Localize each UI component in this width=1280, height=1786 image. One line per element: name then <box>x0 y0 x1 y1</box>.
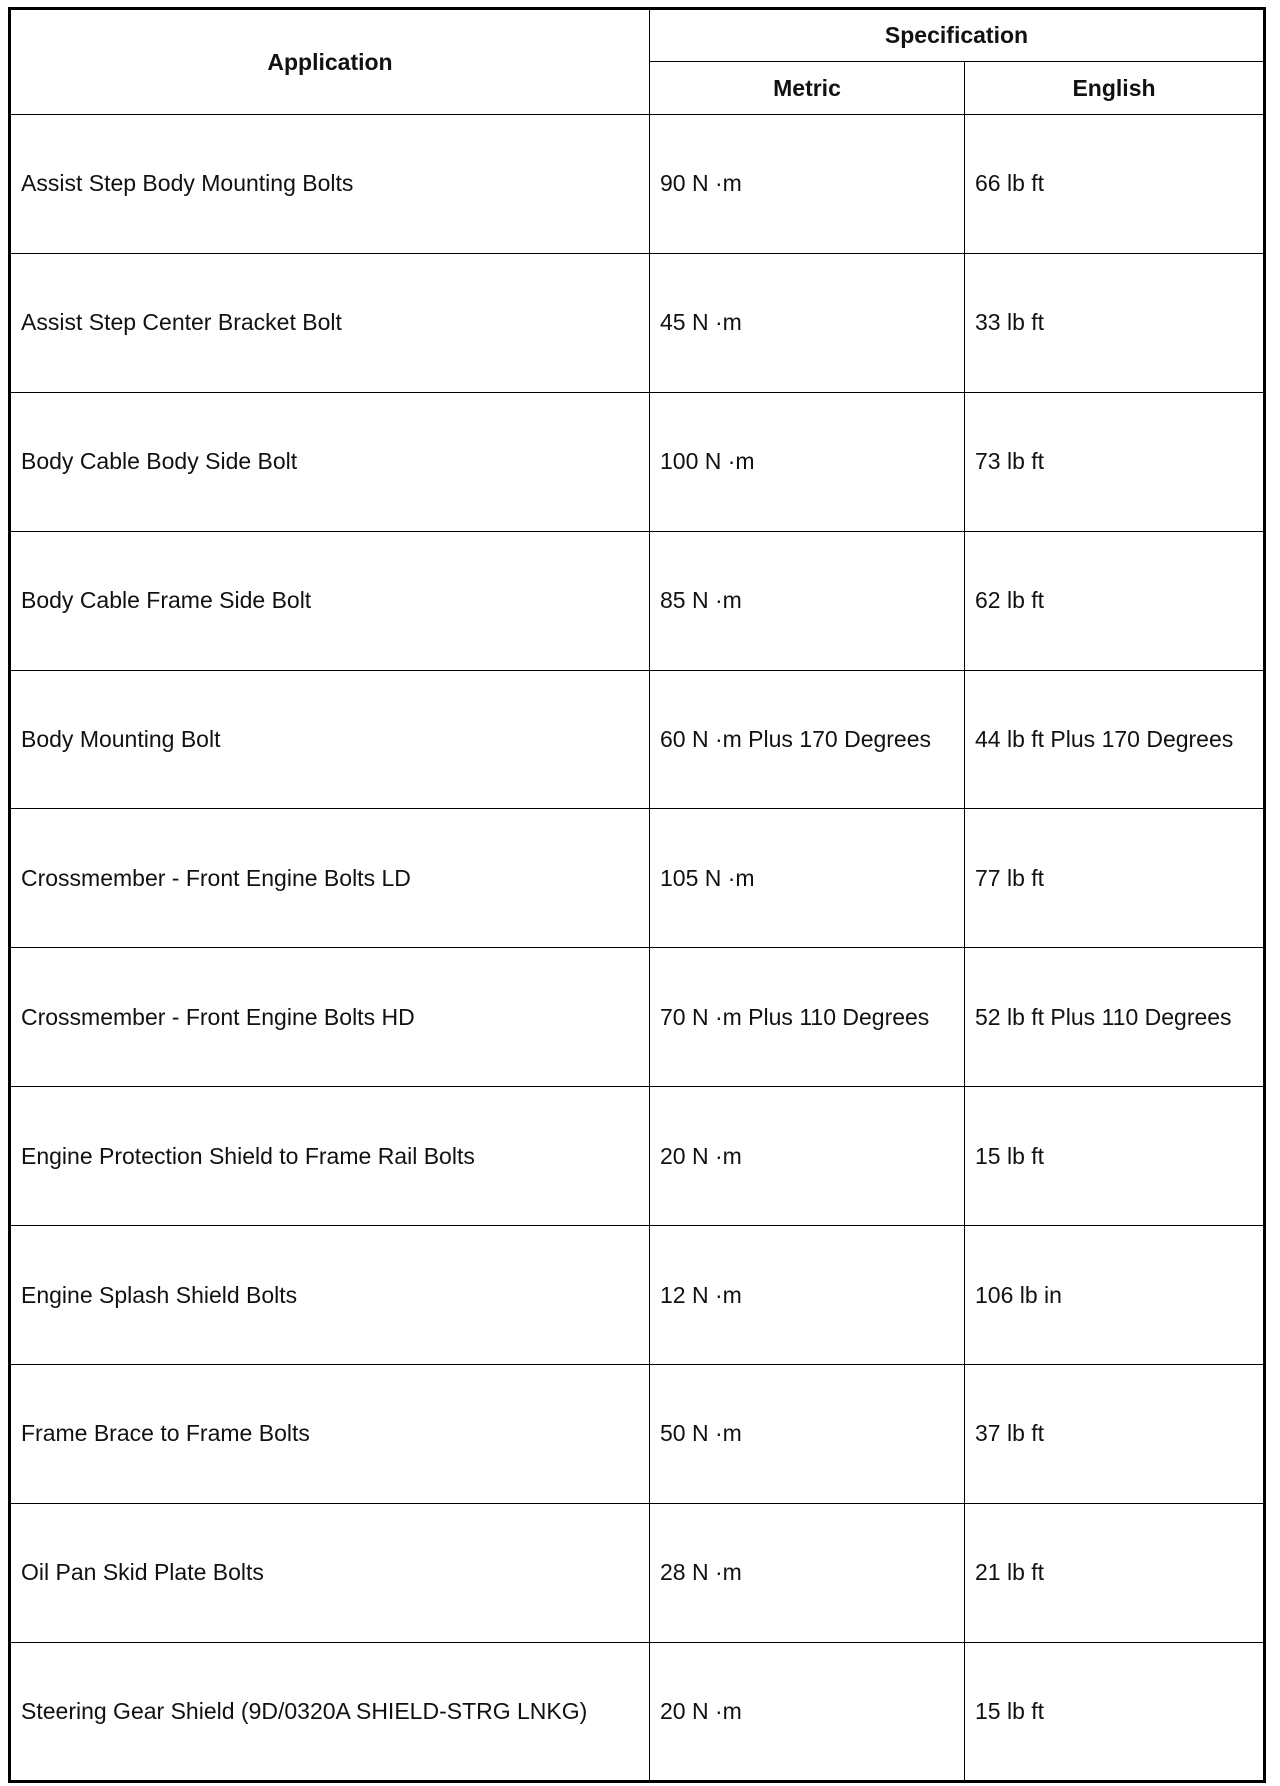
table-row <box>10 1087 1265 1226</box>
application-cell: Assist Step Center Bracket Bolt <box>10 253 650 392</box>
english-cell: 21 lb ft <box>965 1503 1265 1642</box>
table-row <box>10 1365 1265 1504</box>
application-cell: Oil Pan Skid Plate Bolts <box>10 1503 650 1642</box>
application-cell: Crossmember - Front Engine Bolts LD <box>10 809 650 948</box>
specification-header: Specification <box>650 9 1265 62</box>
metric-cell: 105 N ·m <box>650 809 965 948</box>
english-cell: 106 lb in <box>965 1226 1265 1365</box>
table-row <box>10 115 1265 254</box>
table-row <box>10 253 1265 392</box>
metric-cell: 100 N ·m <box>650 392 965 531</box>
metric-header: Metric <box>650 62 965 115</box>
metric-cell: 60 N ·m Plus 170 Degrees <box>650 670 965 809</box>
application-header: Application <box>10 9 650 115</box>
metric-cell: 50 N ·m <box>650 1365 965 1504</box>
application-cell: Steering Gear Shield (9D/0320A SHIELD-STRG LNKG) <box>10 1642 650 1781</box>
metric-cell: 12 N ·m <box>650 1226 965 1365</box>
table-row <box>10 1642 1265 1781</box>
english-cell: 33 lb ft <box>965 253 1265 392</box>
metric-cell: 90 N ·m <box>650 115 965 254</box>
english-cell: 52 lb ft Plus 110 Degrees <box>965 948 1265 1087</box>
application-cell: Body Cable Body Side Bolt <box>10 392 650 531</box>
english-cell: 44 lb ft Plus 170 Degrees <box>965 670 1265 809</box>
metric-cell: 28 N ·m <box>650 1503 965 1642</box>
english-cell: 66 lb ft <box>965 115 1265 254</box>
torque-specification-table <box>8 7 1266 1783</box>
table-row <box>10 809 1265 948</box>
table-row <box>10 1503 1265 1642</box>
table-row <box>10 392 1265 531</box>
english-cell: 15 lb ft <box>965 1642 1265 1781</box>
application-cell: Assist Step Body Mounting Bolts <box>10 115 650 254</box>
application-cell: Crossmember - Front Engine Bolts HD <box>10 948 650 1087</box>
application-cell: Body Mounting Bolt <box>10 670 650 809</box>
english-cell: 77 lb ft <box>965 809 1265 948</box>
table-row <box>10 1226 1265 1365</box>
english-header: English <box>965 62 1265 115</box>
metric-cell: 20 N ·m <box>650 1642 965 1781</box>
application-cell: Engine Splash Shield Bolts <box>10 1226 650 1365</box>
table-row <box>10 670 1265 809</box>
english-cell: 15 lb ft <box>965 1087 1265 1226</box>
application-cell: Body Cable Frame Side Bolt <box>10 531 650 670</box>
english-cell: 62 lb ft <box>965 531 1265 670</box>
table-row <box>10 531 1265 670</box>
metric-cell: 45 N ·m <box>650 253 965 392</box>
english-cell: 37 lb ft <box>965 1365 1265 1504</box>
metric-cell: 70 N ·m Plus 110 Degrees <box>650 948 965 1087</box>
table-row <box>10 948 1265 1087</box>
application-cell: Engine Protection Shield to Frame Rail Bolts <box>10 1087 650 1226</box>
metric-cell: 85 N ·m <box>650 531 965 670</box>
application-cell: Frame Brace to Frame Bolts <box>10 1365 650 1504</box>
metric-cell: 20 N ·m <box>650 1087 965 1226</box>
english-cell: 73 lb ft <box>965 392 1265 531</box>
